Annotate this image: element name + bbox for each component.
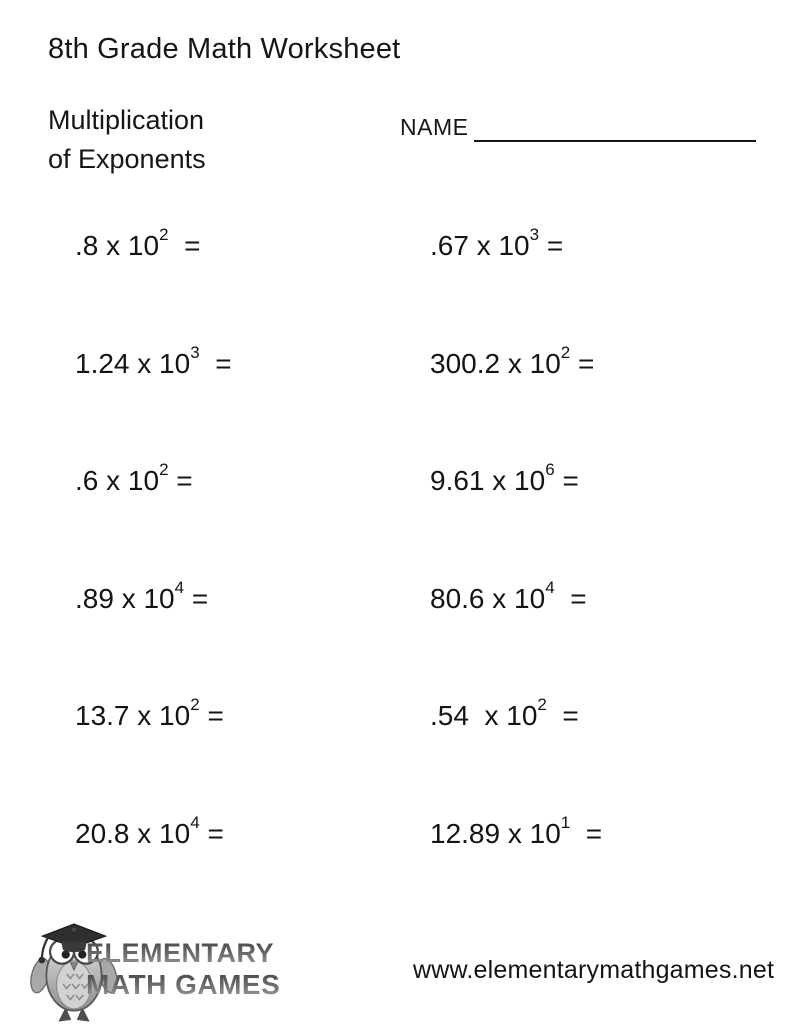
exponent: 4 [190, 812, 200, 832]
problem-expression: 9.61 x 10 [430, 465, 546, 497]
problem-expression: 12.89 x 10 [430, 817, 561, 849]
problem-expression: 300.2 x 10 [430, 347, 561, 379]
website-url: www.elementarymathgames.net [413, 956, 775, 984]
problem-expression: .54 x 10 [430, 700, 538, 732]
exponent: 1 [560, 812, 571, 832]
problem-expression: .6 x 10 [75, 465, 160, 497]
name-blank-line [474, 112, 756, 142]
page-title: 8th Grade Math Worksheet [48, 33, 401, 65]
problem-9 [75, 695, 430, 813]
equals-sign: = [199, 700, 224, 732]
problem-2 [430, 225, 765, 343]
problem-4 [430, 343, 765, 461]
equals-sign: = [199, 817, 224, 849]
equals-sign: = [546, 700, 579, 732]
equals-sign: = [168, 230, 201, 261]
equals-sign: = [554, 465, 579, 497]
logo-line-1: ELEMENTARY [86, 938, 280, 969]
exponent: 6 [545, 460, 555, 480]
exponent: 3 [190, 342, 200, 362]
problem-expression: 20.8 x 10 [75, 817, 191, 849]
exponent: 4 [545, 577, 555, 597]
problem-11 [75, 813, 430, 931]
problem-10 [430, 695, 765, 813]
problem-3 [75, 343, 430, 461]
problem-5 [75, 460, 430, 578]
equals-sign: = [554, 582, 587, 614]
name-label: NAME [400, 114, 469, 140]
logo-wordmark [86, 938, 280, 1000]
subtitle-line-1: Multiplication [48, 105, 205, 135]
name-field-row [400, 112, 756, 142]
problem-12 [430, 813, 765, 931]
problem-1 [75, 225, 430, 343]
exponent: 2 [159, 225, 169, 244]
exponent: 2 [190, 695, 200, 715]
problem-expression: .8 x 10 [75, 230, 160, 261]
equals-sign: = [539, 230, 564, 261]
problem-expression: 1.24 x 10 [75, 347, 191, 379]
problem-7 [75, 578, 430, 696]
problem-6 [430, 460, 765, 578]
equals-sign: = [199, 347, 232, 379]
problem-8 [430, 578, 765, 696]
problem-expression: .89 x 10 [75, 582, 175, 614]
exponent: 4 [174, 577, 185, 597]
equals-sign: = [184, 582, 209, 614]
exponent: 3 [529, 225, 540, 244]
worksheet-subtitle [48, 101, 206, 179]
exponent: 2 [560, 342, 571, 362]
problem-expression: 80.6 x 10 [430, 582, 546, 614]
exponent: 2 [537, 695, 547, 715]
equals-sign: = [570, 347, 595, 379]
equals-sign: = [570, 817, 603, 849]
exponent: 2 [159, 460, 169, 480]
problems-grid [75, 225, 765, 931]
logo-line-2: MATH GAMES [86, 969, 281, 1000]
problem-expression: .67 x 10 [430, 230, 530, 261]
equals-sign: = [168, 465, 193, 497]
subtitle-line-2: of Exponents [48, 144, 206, 174]
problem-expression: 13.7 x 10 [75, 700, 191, 732]
